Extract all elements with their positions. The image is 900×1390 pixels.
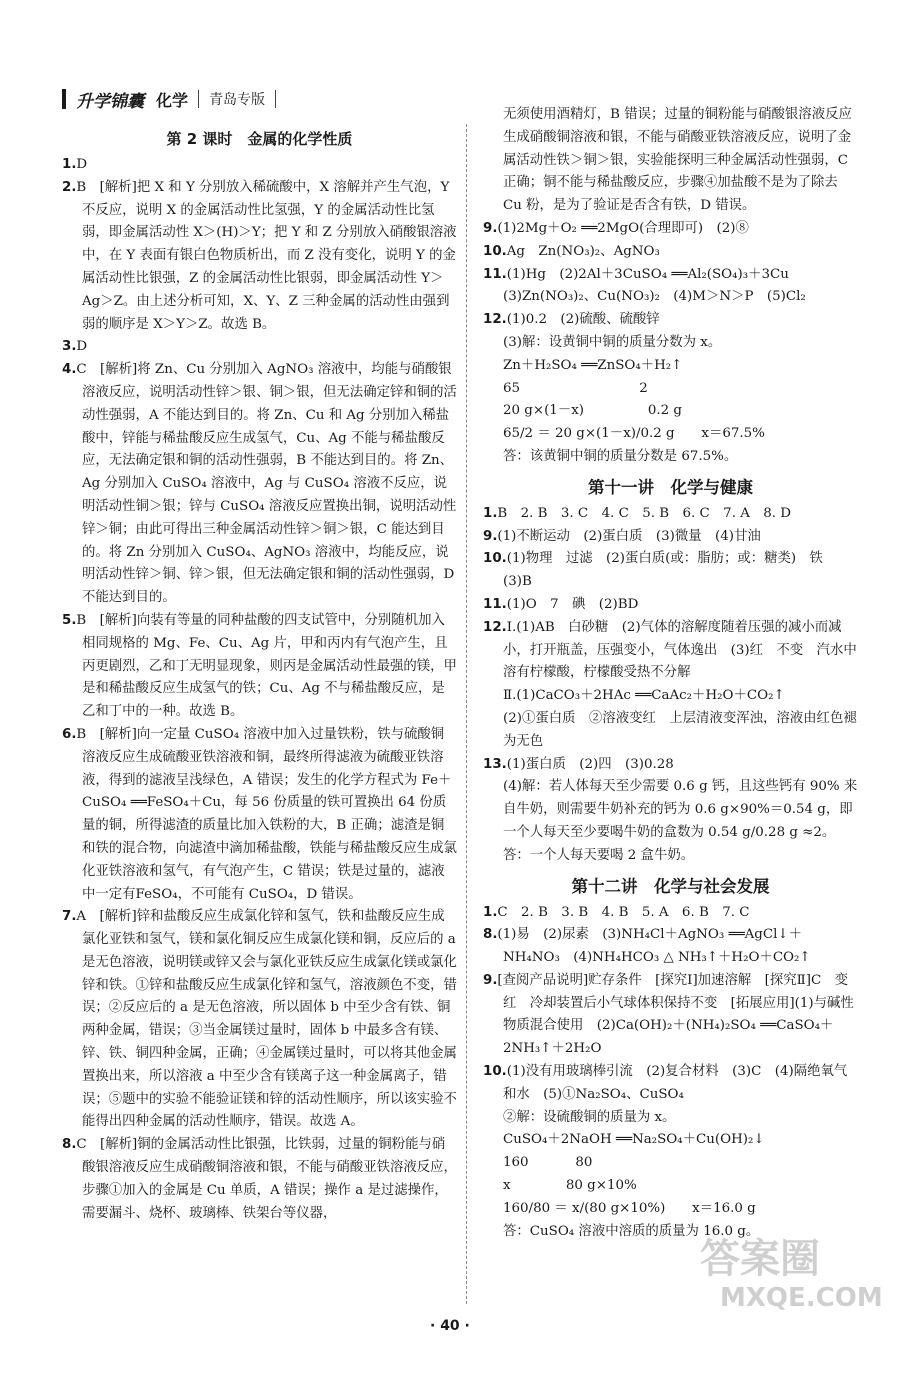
answer-item: 13.(1)蛋白质 (2)四 (3)0.28 — [483, 756, 674, 772]
answer-item: 9.(1)不断运动 (2)蛋白质 (3)微量 (4)甘油 — [483, 528, 761, 544]
answer-item: 1.D — [62, 157, 88, 172]
section-title-lesson2: 第 2 课时 金属的化学性质 — [166, 130, 353, 148]
equation-line: 160 80 — [503, 1155, 593, 1171]
equation-line: CuSO₄＋2NaOH ══Na₂SO₄＋Cu(OH)₂↓ — [503, 1132, 765, 1148]
answer-item: 9.(1)2Mg＋O₂ ══2MgO(合理即可) (2)⑧ — [483, 220, 749, 236]
page-header — [62, 86, 286, 112]
answer-item: 10.Ag Zn(NO₃)₂、AgNO₃ — [483, 243, 660, 259]
subject-label: 化学 — [156, 90, 189, 110]
column-divider — [466, 124, 467, 1304]
solution-answer: 答：该黄铜中铜的质量分数是 67.5%。 — [503, 448, 738, 464]
answer-item: 12.(1)0.2 (2)硫酸、硫酸锌 — [483, 312, 660, 328]
answer-item: 6.B [解析]向一定量 CuSO₄ 溶液中加入过量铁粉，铁与硫酸铜溶液反应生成硫酸亚铁溶液和铜，最终所得滤液为硫酸亚铁溶液，得到的滤液呈浅绿色，A 错误；发生的化学方程式为 Fe＋CuSO₄ ══FeSO₄＋Cu，每 56 份质量的铁可置换出 64 份质量的铜，所得滤渣的质量比加入铁粉的大，B 正确；滤渣是铜和铁的混合物，向滤渣中滴加稀盐酸，铁能与稀盐酸反应生成氯化亚铁溶液和氢气，有气泡产生，C 错误；铁是过量的，滤液中一定有FeSO₄，不可能有 CuSO₄，D 错误。 — [62, 726, 457, 902]
solution-line: (3)解：设黄铜中铜的质量分数为 x。 — [503, 334, 722, 350]
answer-item: 3.D — [62, 339, 88, 355]
answer-item: 4.C [解析]将 Zn、Cu 分别加入 AgNO₃ 溶液中，均能与硝酸银溶液反应，说明活动性锌＞银、铜＞银，但无法确定锌和铜的活动性强弱，A 不能达到目的。将 Zn、Cu 和 Ag 分别加入稀盐酸中，锌能与稀盐酸反应生成氢气，Cu、Ag 不能与稀盐酸反应，无法确定银和铜的活动性强弱，B 不能达到目的。将 Zn、Ag 分别加入 CuSO₄ 溶液中，Ag 与 CuSO₄ 溶液不反应，说明活动性铜＞银；锌与 CuSO₄ 溶液反应置换出铜，说明活动性锌＞铜；由此可得出三种金属活动性锌＞铜＞银，C 能达到目的。将 Zn 分别加入 CuSO₄、AgNO₃ 溶液中，均能反应，说明活动性锌＞铜、锌＞银，但无法确定银和铜的活动性强弱，D 不能达到目的。 — [62, 362, 457, 606]
answer-item: 1.C 2. B 3. B 4. B 5. A 6. B 7. C — [483, 904, 750, 920]
equation-line: 65 2 — [503, 380, 648, 396]
header-separator — [198, 90, 199, 108]
answer-item: 7.A [解析]锌和盐酸反应生成氯化锌和氢气，铁和盐酸反应生成氯化亚铁和氢气，镁和氯化铜反应生成氯化镁和铜，反应后的 a 是无色溶液，说明镁或锌又会与氯化亚铁反应生成氯化镁或氯化锌和铁。①锌和盐酸反应生成氯化锌和氢气，溶液颜色不变，错误；②反应后的 a 是无色溶液，所以固体 b 中至少含有铁、铜两种金属，错误；③当金属镁过量时，固体 b 中最多含有镁、锌、铁、铜四种金属，正确；④金属镁过量时，可以将其他金属置换出来，所以溶液 a 中至少含有镁离子这一种金属离子，错误；⑤题中的实验不能验证镁和锌的活动性顺序，所以该实验不能得出四种金属的活动性顺序，错误。故选 A。 — [62, 909, 457, 1130]
header-separator-end — [275, 90, 276, 108]
section-title-lecture11: 第十一讲 化学与健康 — [588, 477, 753, 497]
solution-line: Ⅱ.(1)CaCO₃＋2HAc ══CaAc₂＋H₂O＋CO₂↑ — [503, 688, 785, 704]
solution-line: (4)解：若人体每天至少需要 0.6 g 钙，且这些钙有 90% 来自牛奶，则需要牛奶补充的钙为 0.6 g×90%＝0.54 g，即一个人每天至少要喝牛奶的盒数为 0.54 g/0.28 g ≈2。 — [503, 779, 858, 840]
equation-line: Zn＋H₂SO₄ ══ZnSO₄＋H₂↑ — [503, 357, 683, 373]
edition-label: 青岛专版 — [209, 92, 266, 108]
answer-item: 5.B [解析]向装有等量的同种盐酸的四支试管中，分别随机加入相同规格的 Mg、Fe、Cu、Ag 片，甲和丙内有气泡产生，且丙更剧烈，乙和丁无明显现象，则丙是金属活动性最强的镁，甲是和稀盐酸反应生成氢气的铁；Cu、Ag 不与稀盐酸反应，是乙和丁中的一种。故选 B。 — [62, 612, 457, 720]
answer-item: 11.(1)Hg (2)2Al＋3CuSO₄ ══Al₂(SO₄)₃＋3Cu (3)Zn(NO₃)₂、Cu(NO₃)₂ (4)M＞N＞P (5)Cl₂ — [483, 266, 806, 305]
left-column — [62, 124, 457, 1225]
right-column — [483, 104, 858, 1243]
answer-item: 8.C [解析]铜的金属活动性比银强，比铁弱，过量的铜粉能与硝酸银溶液反应生成硝酸铜溶液和银，不能与硝酸亚铁溶液反应，步骤①加入的金属是 Cu 单质，A 错误；操作 a 是过滤操作，需要漏斗、烧杯、玻璃棒、铁架台等仪器， — [62, 1137, 457, 1221]
answer-item: 10.(1)没有用玻璃棒引流 (2)复合材料 (3)C (4)隔绝氧气和水 (5)①Na₂SO₄、CuSO₄ — [483, 1064, 848, 1102]
answer-item: 12.Ⅰ.(1)AB 白砂糖 (2)气体的溶解度随着压强的减小而减小，打开瓶盖，压强变小，气体逸出 (3)红 不变 汽水中溶有柠檬酸，柠檬酸受热不分解 — [483, 619, 857, 681]
header-bar — [62, 89, 66, 109]
answer-continuation: 无须使用酒精灯，B 错误；过量的铜粉能与硝酸银溶液反应生成硝酸铜溶液和银，不能与硝酸亚铁溶液反应，说明了金属活动性铁＞铜＞银，实验能探明三种金属活动性强弱，C 正确；铜不能与稀盐酸反应，步骤④加盐酸不是为了除去 Cu 粉，是为了验证是否含有铁，D 错误。 — [503, 107, 852, 214]
answer-item: 11.(1)O 7 碘 (2)BD — [483, 596, 639, 612]
watermark-logo: 答案圈 — [700, 1236, 820, 1282]
answer-item: 10.(1)物理 过滤 (2)蛋白质(或：脂肪；或：糖类) 铁 (3)B — [483, 551, 837, 590]
answer-item: 8.(1)易 (2)尿素 (3)NH₄Cl＋AgNO₃ ══AgCl↓＋NH₄NO₃ (4)NH₄HCO₃ △ NH₃↑＋H₂O＋CO₂↑ — [483, 927, 811, 966]
solution-answer: 答：一个人每天要喝 2 盒牛奶。 — [503, 847, 695, 863]
solution-answer: 答：CuSO₄ 溶液中溶质的质量为 16.0 g。 — [503, 1223, 760, 1239]
equation-line: 20 g×(1－x) 0.2 g — [503, 403, 682, 419]
watermark-url: MXQE.COM — [720, 1283, 883, 1313]
section-title-lecture12: 第十二讲 化学与社会发展 — [571, 876, 770, 896]
solution-line: (2)①蛋白质 ②溶液变红 上层清液变浑浊，溶液由红色褪为无色 — [503, 710, 857, 749]
page-number: · 40 · — [430, 1318, 470, 1334]
equation-line: 160/80 ＝ x/(80 g×10%) x＝16.0 g — [503, 1200, 756, 1216]
answer-item: 2.B [解析]把 X 和 Y 分别放入稀硫酸中，X 溶解并产生气泡，Y 不反应，说明 X 的金属活动性比氢强，Y 的金属活动性比氢弱，即金属活动性 X＞(H)＞Y；把 Y 和 Z 分别放入硝酸银溶液中，在 Y 表面有银白色物质析出，而 Z 没有变化，说明 Y 的金属活动性比银强，Z 的金属活动性比银弱，即金属活动性 Y＞Ag＞Z。由上述分析可知，X、Y、Z 三种金属的活动性由强到弱的顺序是 X＞Y＞Z。故选 B。 — [62, 179, 457, 332]
equation-line: x 80 g×10% — [503, 1178, 637, 1194]
equation-line: 65/2 ＝ 20 g×(1－x)/0.2 g x＝67.5% — [503, 426, 765, 442]
answer-item: 1.B 2. B 3. C 4. C 5. B 6. C 7. A 8. D — [483, 505, 792, 521]
brand-title: 升学锦囊 — [76, 91, 144, 112]
answer-item: 9.[查阅产品说明]贮存条件 [探究Ⅰ]加速溶解 [探究Ⅱ]C 变红 冷却装置后小气球体积保持不变 [拓展应用](1)与碱性物质混合使用 (2)Ca(OH)₂＋(NH₄)₂SO₄ ══CaSO₄＋2NH₃↑＋2H₂O — [483, 972, 854, 1057]
solution-line: ②解：设硫酸铜的质量为 x。 — [503, 1109, 676, 1125]
